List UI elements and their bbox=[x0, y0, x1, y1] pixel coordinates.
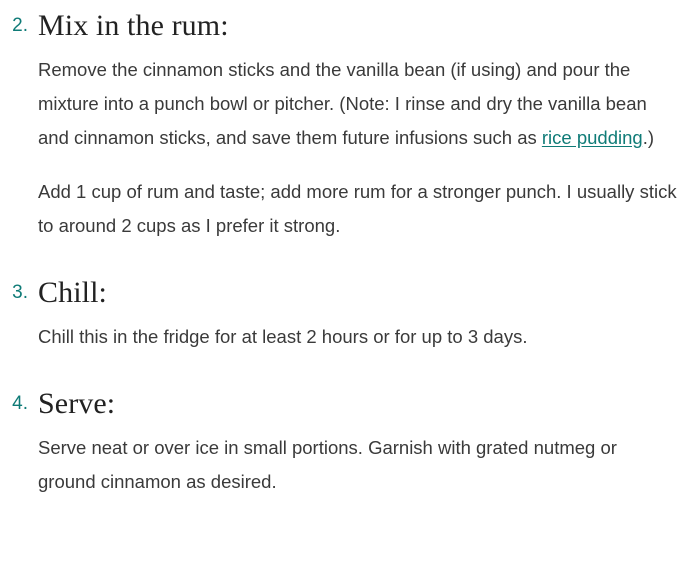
recipe-step bbox=[4, 273, 679, 354]
paragraph-text: Remove the cinnamon sticks and the vanilla bean (if using) and pour the mixture into a punch bowl or pitcher. (Note: I rinse and dry the vanilla bean and cinnamon sticks, and save them future infusions such as bbox=[38, 59, 647, 148]
step-body bbox=[38, 273, 679, 354]
step-paragraph bbox=[38, 431, 679, 499]
step-title: Chill: bbox=[38, 276, 107, 309]
recipe-step bbox=[4, 6, 679, 243]
step-number: 3. bbox=[12, 282, 28, 303]
recipe-step bbox=[4, 384, 679, 499]
step-paragraph bbox=[38, 53, 679, 155]
step-paragraph bbox=[38, 320, 679, 354]
rice-pudding-link[interactable]: rice pudding bbox=[541, 127, 643, 148]
paragraph-text: Chill this in the fridge for at least 2 hours or for up to 3 days. bbox=[38, 326, 528, 347]
step-title: Serve: bbox=[38, 387, 116, 420]
step-number: 2. bbox=[12, 15, 28, 36]
step-number: 4. bbox=[12, 393, 28, 414]
step-title: Mix in the rum: bbox=[38, 9, 229, 42]
step-body bbox=[38, 6, 679, 243]
paragraph-text: Serve neat or over ice in small portions. Garnish with grated nutmeg or ground cinnamon as desired. bbox=[38, 437, 617, 492]
step-body bbox=[38, 384, 679, 499]
step-paragraph bbox=[38, 175, 679, 243]
paragraph-text: Add 1 cup of rum and taste; add more rum for a stronger punch. I usually stick to around 2 cups as I prefer it strong. bbox=[38, 181, 677, 236]
paragraph-text-tail: .) bbox=[642, 127, 654, 148]
